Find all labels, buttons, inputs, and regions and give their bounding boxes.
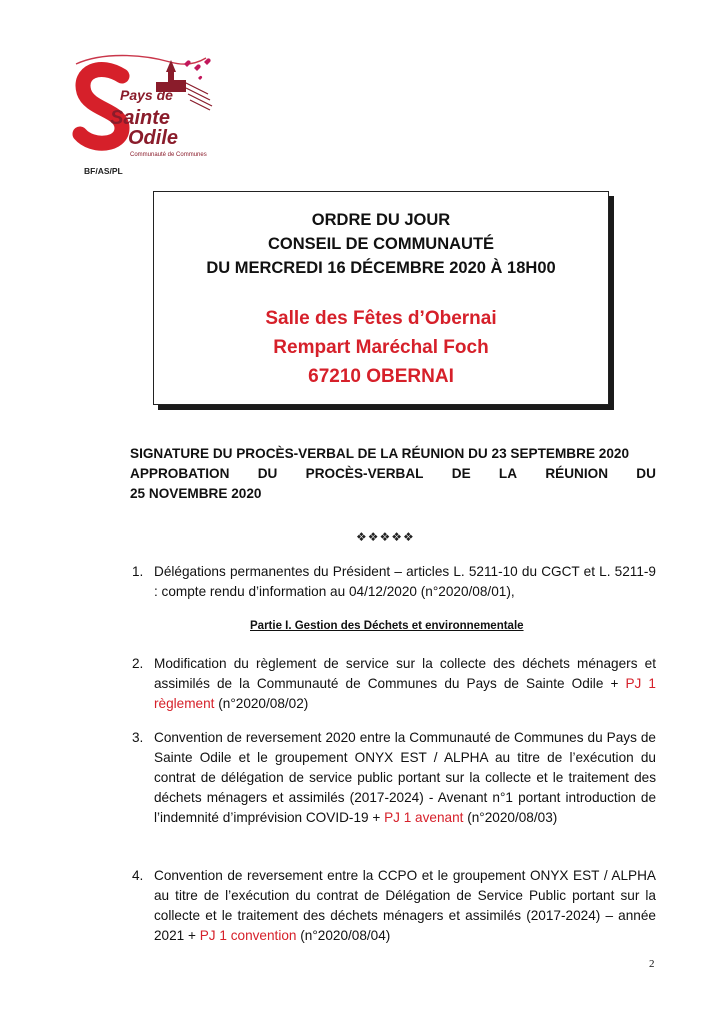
attachment-link: PJ 1 convention [199, 928, 297, 943]
item-ref: (n°2020/08/04) [296, 928, 391, 943]
section-heading: Partie I. Gestion des Déchets et environnementale [250, 620, 524, 632]
item-number: 1. [132, 564, 144, 579]
approval-word: DU [257, 466, 278, 481]
agenda-item [132, 654, 656, 714]
item-body: Convention de reversement entre la CCPO et le groupement ONYX EST / ALPHA au titre de l’exécution du contrat de Délégation de Service Public portant sur la collecte et le traitement des déchets ménagers et assimilés (2017-2024) – année 2021 + [154, 868, 656, 943]
header-date: DU MERCREDI 16 DÉCEMBRE 2020 À 18H00 [206, 259, 556, 277]
reference-code: BF/AS/PL [84, 166, 123, 176]
approval-word: APPROBATION [130, 466, 230, 481]
location-street: Rempart Maréchal Foch [273, 337, 489, 358]
logo-line3: Odile [128, 127, 179, 149]
approval-word: RÉUNION [545, 466, 609, 481]
approval-word: DU [636, 466, 656, 481]
location-city: 67210 OBERNAI [308, 366, 454, 387]
logo-subtitle: Communauté de Communes [130, 152, 207, 158]
item-text [154, 654, 656, 714]
attachment-link: PJ 1 règlement [154, 676, 656, 711]
item-text: Délégations permanentes du Président – articles L. 5211-10 du CGCT et L. 5211-9 : compte rendu d’information au 04/12/2020 (n°2020/08/01), [154, 564, 656, 599]
approval-word: PROCÈS-VERBAL [305, 466, 424, 481]
location-venue: Salle des Fêtes d’Obernai [265, 308, 497, 329]
approval-word: DE [451, 466, 471, 481]
logo-line1: Pays de [120, 87, 173, 103]
agenda-item [132, 866, 656, 946]
item-text [154, 728, 656, 828]
attachment-link: PJ 1 avenant [384, 810, 464, 825]
header-title: ORDRE DU JOUR [311, 211, 451, 229]
minutes-section [130, 444, 656, 504]
item-ref: (n°2020/08/02) [214, 696, 309, 711]
item-body: Convention de reversement 2020 entre la Communauté de Communes du Pays de Sainte Odile et le groupement ONYX EST / ALPHA au titre de l’exécution du contrat de délégation de service public portant sur la collecte et le traitement des déchets ménagers et assimilés (2017-2024) - Avenant n°1 portant introduction de l’indemnité d’imprévision COVID-19 + [154, 730, 656, 825]
header-council: CONSEIL DE COMMUNAUTÉ [267, 235, 495, 253]
approval-date: 25 NOVEMBRE 2020 [130, 486, 262, 501]
agenda-item [132, 562, 656, 602]
title-box [153, 191, 609, 405]
item-ref: (n°2020/08/03) [463, 810, 558, 825]
separator-ornament: ❖❖❖❖❖ [356, 530, 415, 544]
logo [72, 50, 222, 162]
item-text [154, 866, 656, 946]
page-number: 2 [649, 958, 655, 970]
signature-line: SIGNATURE DU PROCÈS-VERBAL DE LA RÉUNION DU 23 SEPTEMBRE 2020 [130, 446, 630, 461]
item-number: 4. [132, 868, 144, 883]
agenda-item [132, 728, 656, 828]
item-number: 2. [132, 656, 144, 671]
item-number: 3. [132, 730, 144, 745]
item-body: Modification du règlement de service sur la collecte des déchets ménagers et assimilés de la Communauté de Communes du Pays de Sainte Odile + [154, 656, 656, 691]
logo-line2: Sainte [110, 107, 171, 129]
approval-line [130, 464, 656, 484]
approval-word: LA [498, 466, 518, 481]
